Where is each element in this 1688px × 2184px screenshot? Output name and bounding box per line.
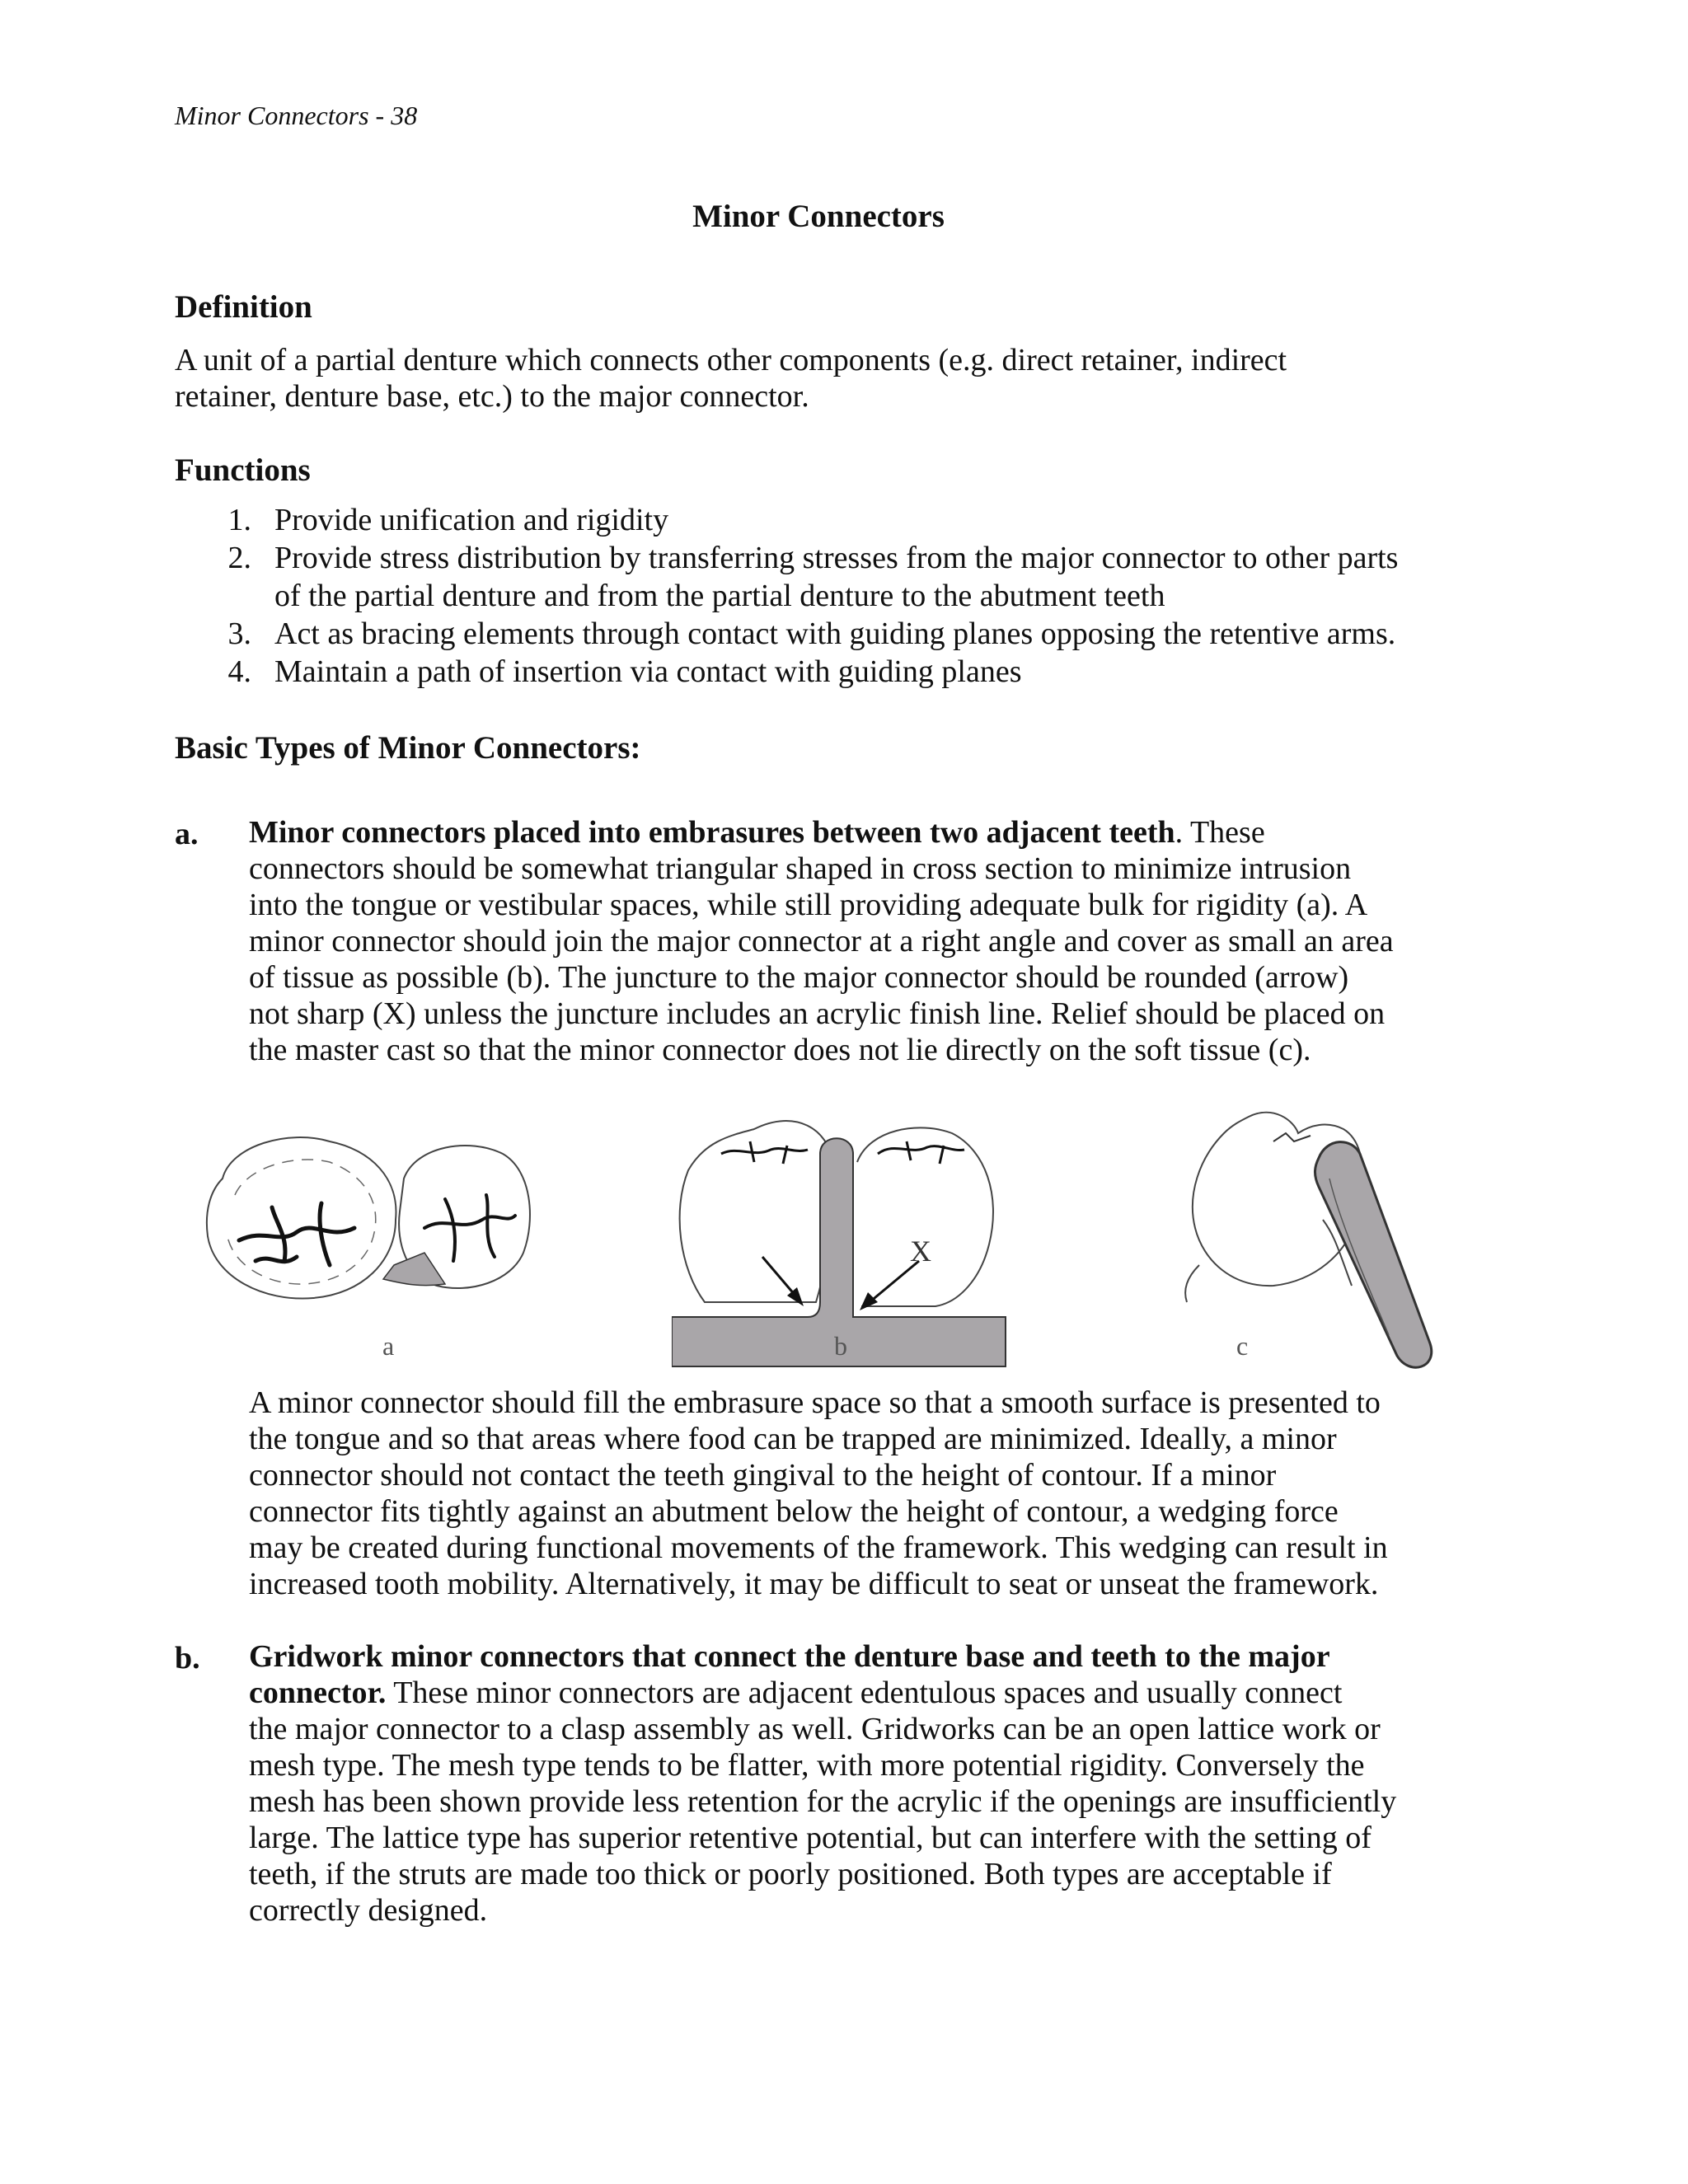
figure-label-c: c [1236, 1331, 1249, 1361]
definition-text [175, 342, 1493, 415]
followup-line: increased tooth mobility. Alternatively, it may be difficult to seat or unseat the framework. [249, 1567, 1379, 1601]
list-number: 4. [227, 654, 251, 689]
types-heading: Basic Types of Minor Connectors: [175, 730, 641, 766]
type-a-line: the master cast so that the minor connector does not lie directly on the soft tissue (c). [249, 1033, 1311, 1067]
type-b-line: correctly designed. [249, 1893, 488, 1928]
list-item [218, 501, 1398, 539]
type-a-lead-rest: . These [1175, 815, 1265, 850]
type-b-lead: Gridwork minor connectors that connect the denture base and teeth to the major [249, 1639, 1330, 1674]
definition-line: retainer, denture base, etc.) to the major connector. [175, 379, 809, 414]
figure-label-a: a [382, 1331, 395, 1361]
type-b-line: teeth, if the struts are made too thick or poorly positioned. Both types are acceptable if [249, 1857, 1332, 1891]
list-text: Provide stress distribution by transferring stresses from the major connector to other parts [274, 541, 1399, 575]
list-text: of the partial denture and from the partial denture to the abutment teeth [274, 579, 1165, 613]
type-b-letter: b. [175, 1641, 200, 1675]
figure-x-mark: X [910, 1235, 931, 1268]
list-text: Act as bracing elements through contact with guiding planes opposing the retentive arms. [274, 616, 1396, 651]
figure-a-embrasure [198, 1129, 544, 1310]
list-item [218, 539, 1398, 615]
type-a-followup [249, 1385, 1388, 1602]
list-item [218, 653, 1398, 691]
list-number: 1. [227, 503, 251, 537]
followup-line: connector fits tightly against an abutment below the height of contour, a wedging force [249, 1494, 1339, 1529]
type-b-line: mesh type. The mesh type tends to be flatter, with more potential rigidity. Conversely the [249, 1748, 1365, 1783]
type-a-line: connectors should be somewhat triangular shaped in cross section to minimize intrusion [249, 851, 1352, 886]
type-b-lead-end: connector. [249, 1675, 387, 1710]
definition-heading: Definition [175, 289, 312, 325]
running-head: Minor Connectors - 38 [175, 101, 418, 130]
type-b-line: These minor connectors are adjacent edentulous spaces and usually connect [386, 1675, 1343, 1710]
type-a-text [249, 814, 1394, 1068]
followup-line: connector should not contact the teeth gingival to the height of contour. If a minor [249, 1458, 1277, 1493]
list-number: 3. [227, 616, 251, 651]
type-b-line: the major connector to a clasp assembly as well. Gridworks can be an open lattice work or [249, 1712, 1381, 1746]
type-a-line: minor connector should join the major connector at a right angle and cover as small an area [249, 924, 1394, 958]
type-a-line: of tissue as possible (b). The juncture to the major connector should be rounded (arrow) [249, 960, 1349, 995]
figure-c-relief [1150, 1104, 1455, 1385]
type-a-letter: a. [175, 817, 199, 851]
list-text: Maintain a path of insertion via contact with guiding planes [274, 654, 1022, 689]
definition-line: A unit of a partial denture which connects other components (e.g. direct retainer, indirect [175, 343, 1287, 377]
followup-line: may be created during functional movements of the framework. This wedging can result in [249, 1530, 1388, 1565]
list-number: 2. [227, 541, 251, 575]
type-b-line: mesh has been shown provide less retention for the acrylic if the openings are insufficiently [249, 1784, 1397, 1819]
followup-line: A minor connector should fill the embrasure space so that a smooth surface is presented to [249, 1385, 1381, 1420]
page-title: Minor Connectors [692, 199, 945, 234]
functions-list [218, 501, 1398, 691]
figure-label-b: b [834, 1331, 847, 1361]
type-b-line: large. The lattice type has superior retentive potential, but can interfere with the setting of [249, 1821, 1372, 1855]
list-item [218, 615, 1398, 653]
type-a-line: not sharp (X) unless the juncture includes an acrylic finish line. Relief should be placed on [249, 996, 1386, 1031]
list-text: Provide unification and rigidity [274, 503, 669, 537]
type-a-lead: Minor connectors placed into embrasures between two adjacent teeth [249, 815, 1175, 850]
followup-line: the tongue and so that areas where food can be trapped are minimized. Ideally, a minor [249, 1422, 1337, 1456]
type-a-line: into the tongue or vestibular spaces, while still providing adequate bulk for rigidity (a). A [249, 888, 1368, 922]
functions-heading: Functions [175, 452, 311, 488]
type-b-text [249, 1638, 1396, 1929]
